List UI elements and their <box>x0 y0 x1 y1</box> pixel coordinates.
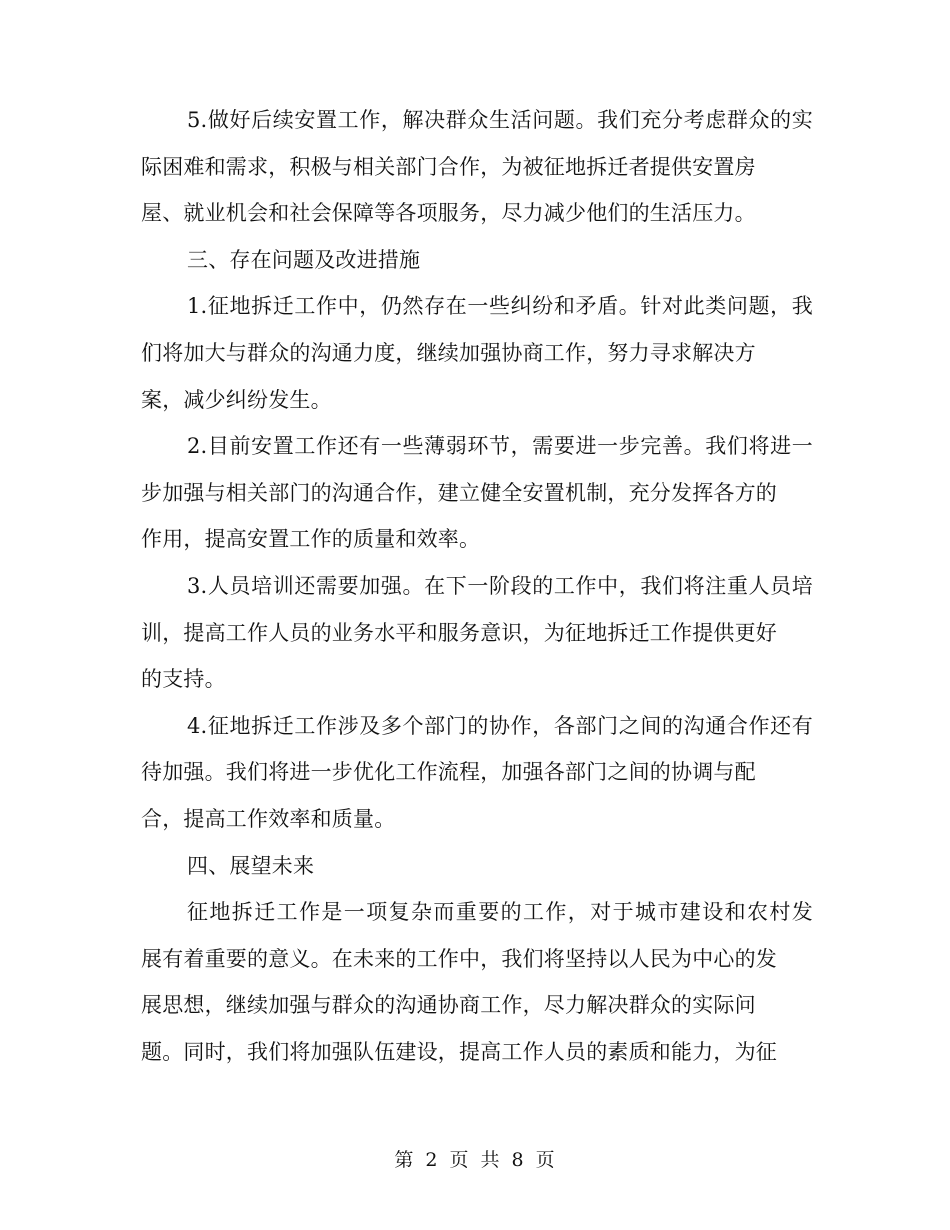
text-line: 作用，提高安置工作的质量和效率。 <box>141 527 481 552</box>
text-line: 1.征地拆迁工作中，仍然存在一些纠纷和矛盾。针对此类问题，我 <box>187 294 813 319</box>
document-body <box>141 97 813 1075</box>
text-line: 展有着重要的意义。在未来的工作中，我们将坚持以人民为中心的发 <box>141 946 777 971</box>
text-line: 3.人员培训还需要加强。在下一阶段的工作中，我们将注重人员培 <box>187 573 813 598</box>
text-line: 待加强。我们将进一步优化工作流程，加强各部门之间的协调与配 <box>141 760 756 785</box>
text-line: 5.做好后续安置工作，解决群众生活问题。我们充分考虑群众的实 <box>187 108 813 132</box>
text-line: 题。同时，我们将加强队伍建设，提高工作人员的素质和能力，为征 <box>141 1039 777 1064</box>
text-line: 训，提高工作人员的业务水平和服务意识，为征地拆迁工作提供更好 <box>141 620 777 645</box>
page-footer: 第 2 页 共 8 页 <box>394 1149 556 1171</box>
text-line: 的支持。 <box>141 667 226 692</box>
text-line: 屋、就业机会和社会保障等各项服务，尽力减少他们的生活压力。 <box>141 201 756 226</box>
text-line: 展思想，继续加强与群众的沟通协商工作，尽力解决群众的实际问 <box>141 993 756 1018</box>
text-line: 合，提高工作效率和质量。 <box>141 806 396 831</box>
text-line: 们将加大与群众的沟通力度，继续加强协商工作，努力寻求解决方 <box>141 340 756 365</box>
text-line: 征地拆迁工作是一项复杂而重要的工作，对于城市建设和农村发 <box>187 900 813 925</box>
text-line: 2.目前安置工作还有一些薄弱环节，需要进一步完善。我们将进一 <box>187 434 813 459</box>
text-line: 际困难和需求，积极与相关部门合作，为被征地拆迁者提供安置房 <box>141 154 756 179</box>
text-line: 步加强与相关部门的沟通合作，建立健全安置机制，充分发挥各方的 <box>141 480 777 505</box>
text-line: 案，减少纠纷发生。 <box>141 387 332 412</box>
text-line: 三、存在问题及改进措施 <box>187 247 421 272</box>
text-line: 四、展望未来 <box>187 853 315 878</box>
text-line: 4.征地拆迁工作涉及多个部门的协作，各部门之间的沟通合作还有 <box>187 713 813 738</box>
